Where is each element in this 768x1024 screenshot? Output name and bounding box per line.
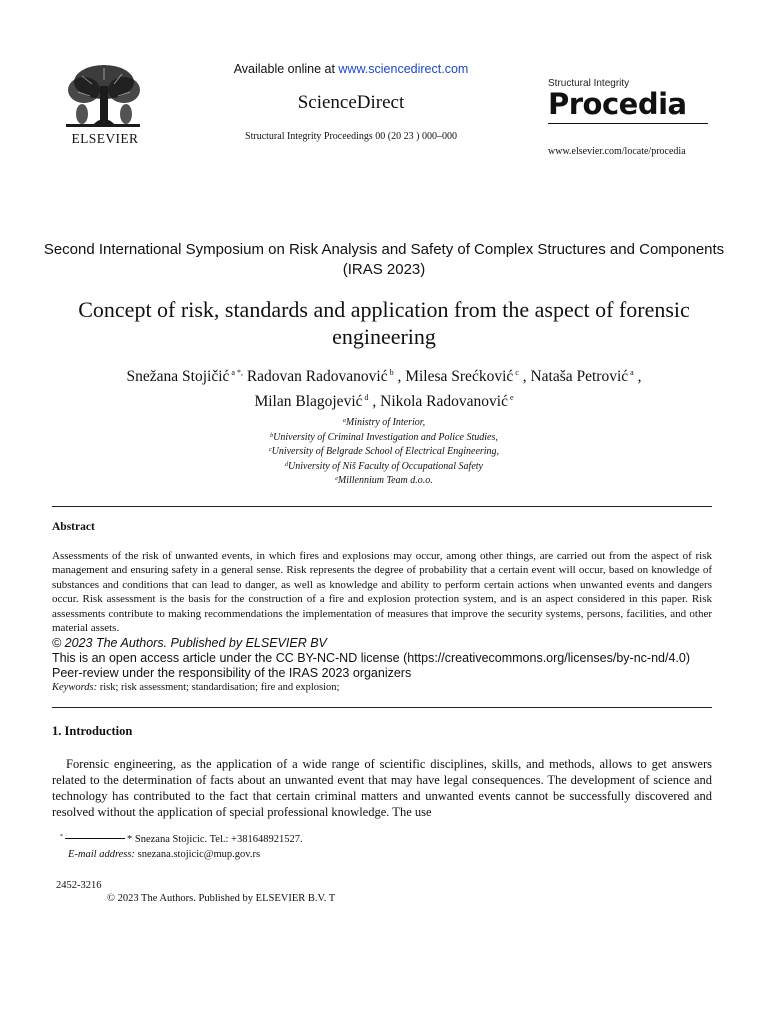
author-name: Nikola Radovanović (380, 393, 508, 410)
affiliation: $^b$University of Criminal Investigation and Police Studies, (270, 431, 498, 443)
procedia-subtitle: Structural Integrity (548, 78, 630, 89)
footer-copyright: © 2023 The Authors. Published by ELSEVIER B.V. T (107, 893, 336, 904)
available-online (0, 62, 768, 76)
author-affiliation-marker: a *, (229, 368, 243, 377)
peer-review-notice: Peer-review under the responsibility of the IRAS 2023 organizers (52, 666, 412, 680)
footnote-email (68, 849, 260, 860)
sciencedirect-link[interactable]: www.sciencedirect.com (338, 62, 469, 76)
affiliation: $^a$Ministry of Interior, (342, 417, 426, 428)
corresponding-author: * Snezana Stojicic. Tel.: +381648921527. (127, 834, 303, 845)
abstract-heading: Abstract (52, 521, 95, 533)
author-name: Milesa Srećković (405, 368, 514, 385)
paper-title: Concept of risk, standards and application from the aspect of forensic engineering (78, 297, 690, 349)
procedia-logo (548, 78, 708, 124)
conference-name: Second International Symposium on Risk Analysis and Safety of Complex Structures and Components (IRAS 2023) (43, 241, 725, 278)
email-address[interactable]: snezana.stojicic@mup.gov.rs (134, 849, 261, 860)
divider-bottom (52, 707, 712, 708)
procedia-divider (548, 123, 708, 124)
footnote-corresponding (60, 834, 303, 845)
author-affiliation-marker: c (513, 368, 519, 377)
available-prefix: Available online at (233, 62, 339, 76)
author-list: Snežana Stojičić $^{a *,}$ Radovan Radovanović $^b$ , Milesa Srećković $^c$ , Nataša Petrović $^a$ , Milan Blagojević $^d$ , Nikola Radovanović $^e$ (126, 368, 642, 410)
keywords-values: risk; risk assessment; standardisation; fire and explosion; (97, 682, 340, 693)
author-affiliation-marker: a (628, 368, 634, 377)
author-name: Radovan Radovanović (246, 368, 388, 385)
abstract-text: Assessments of the risk of unwanted events, in which fires and explosions may occur, among other things, are carried out from the aspect of risk management and ensuring safety in a general sense. Risk represents the degree of probability that a certain event will occur, based on knowledge of substances and conditions that can lead to danger, as well as knowledge and ability to perform certain actions when unwanted events and dangers occur. Risk assessment is the basis for the construction of a fire and explosion protection system, and is an aspect considered in this paper. Risk assessments contribute to making recommendations the implementation of measures that improve the security systems, persons, facilities, and other material assets. (52, 550, 712, 635)
author-affiliation-marker: b (387, 368, 394, 377)
affiliation: $^c$University of Belgrade School of Electrical Engineering, (268, 446, 500, 458)
affiliation: $^d$University of Niš Faculty of Occupational Safety (285, 460, 483, 472)
email-label: E-mail address: (68, 849, 135, 860)
keywords-label: Keywords: (52, 682, 98, 693)
author-name: Snežana Stojičić (126, 368, 230, 385)
procedia-url[interactable]: www.elsevier.com/locate/procedia (548, 146, 686, 157)
publisher-name: ELSEVIER (71, 131, 139, 146)
procedia-wordmark: Procedia (548, 87, 687, 121)
abstract-copyright: © 2023 The Authors. Published by ELSEVIER BV (52, 636, 327, 650)
sciencedirect-title: ScienceDirect (297, 92, 405, 113)
affiliation: $^e$Millennium Team d.o.o. (335, 475, 433, 487)
author-name: Nataša Petrović (530, 368, 629, 385)
section-heading-introduction: 1. Introduction (52, 724, 133, 738)
author-name: Milan Blagojević (254, 393, 363, 410)
divider-top (52, 506, 712, 507)
keywords (52, 682, 339, 693)
footnote-marker: * (60, 834, 63, 840)
open-access-notice: This is an open access article under the CC BY-NC-ND license (https://creativecommons.org/licenses/by-nc-nd/4.0) (52, 651, 690, 665)
issn: 2452-3216 (56, 880, 102, 891)
journal-citation: Structural Integrity Proceedings 00 (20 23 ) 000–000 (245, 131, 457, 142)
introduction-text: Forensic engineering, as the application of a wide range of scientific disciplines, skills, and methods, allows to get answers related to the determination of facts about an unwanted event that may have legal consequences. The development of science and technology has contributed to the fact that certain criminal matters and unwanted events cannot be successfully discovered and resolved without the application of special professional knowledge. The use (52, 757, 712, 819)
affiliation-list (40, 415, 728, 488)
author-affiliation-marker: e (507, 393, 514, 402)
author-affiliation-marker: d (362, 393, 369, 402)
